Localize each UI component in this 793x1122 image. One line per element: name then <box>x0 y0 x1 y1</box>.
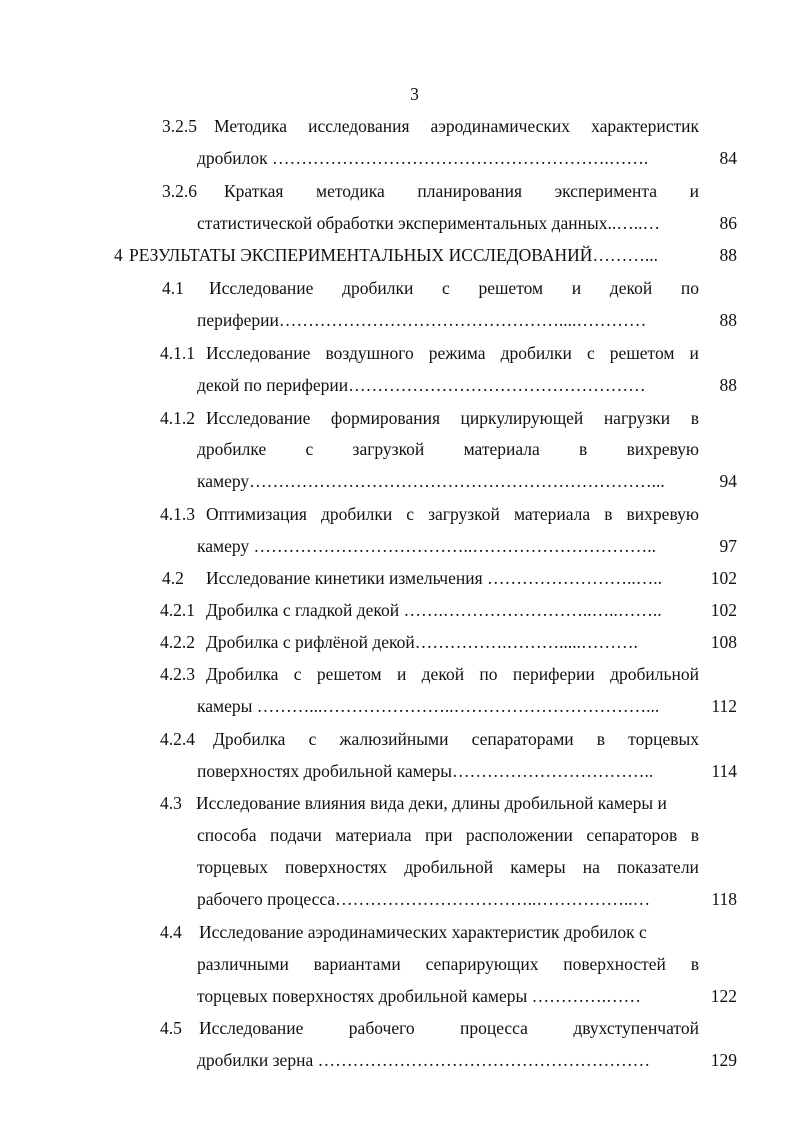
toc-entry-title: Исследование кинетики измельчения ……………………..….. <box>206 568 662 588</box>
toc-entry-title-cont: дробилок ………………………………………………….……. <box>197 148 649 168</box>
toc-entry-title: Исследование аэродинамических характеристик дробилок с <box>199 922 647 942</box>
toc-entry-title: Исследование воздушного режима дробилки с решетом и <box>206 343 699 363</box>
toc-entry-title-cont: камеры ………...…………………..……………………………... <box>197 696 660 716</box>
toc-entry-title: Исследование дробилки с решетом и декой по <box>209 278 699 298</box>
toc-entry-page: 102 <box>710 600 737 620</box>
toc-entry-page: 118 <box>711 889 737 909</box>
toc-entry-number: 4.1.3 <box>160 504 195 524</box>
toc-entry-title: Дробилка с гладкой декой …….……………………..…..…….. <box>206 600 662 620</box>
toc-entry-title: Дробилка с рифлёной декой…………….……….....………. <box>206 632 638 652</box>
toc-entry-title-cont: декой по периферии…………………………………………… <box>197 375 646 395</box>
toc-entry-title-cont: различными вариантами сепарирующих поверхностей в <box>197 954 699 974</box>
toc-entry-page: 129 <box>710 1050 737 1070</box>
toc-entry-number: 4.2.4 <box>160 729 195 749</box>
toc-entry-number: 4.2.2 <box>160 632 195 652</box>
toc-entry-page: 102 <box>710 568 737 588</box>
toc-entry-number: 4.2 <box>162 568 184 588</box>
toc-entry-title-cont: камеру……………………………………………………………... <box>197 471 665 491</box>
toc-entry-title-cont: камеру ………………………………..………………………….. <box>197 536 656 556</box>
toc-entry-page: 108 <box>710 632 737 652</box>
toc-entry-title-cont: поверхностях дробильной камеры…………………………….. <box>197 761 654 781</box>
toc-entry-title: РЕЗУЛЬТАТЫ ЭКСПЕРИМЕНТАЛЬНЫХ ИССЛЕДОВАНИЙ………... <box>129 245 658 265</box>
toc-entry-title: Дробилка с жалюзийными сепараторами в торцевых <box>213 729 699 749</box>
toc-entry-number: 4.5 <box>160 1018 182 1038</box>
toc-entry-number: 4.1 <box>162 278 184 298</box>
toc-entry-title-cont: периферии…………………………………………....………… <box>197 310 647 330</box>
toc-entry-number: 4 <box>114 245 123 265</box>
toc-entry-title-cont: дробилки зерна ………………………………………………… <box>197 1050 651 1070</box>
toc-entry-page: 86 <box>719 213 737 233</box>
toc-entry-page: 94 <box>719 471 737 491</box>
toc-entry-title-cont: торцевых поверхностях дробильной камеры на показатели <box>197 857 699 877</box>
toc-entry-title: Оптимизация дробилки с загрузкой материала в вихревую <box>206 504 699 524</box>
toc-entry-page: 88 <box>719 310 737 330</box>
toc-entry-title-cont: дробилке с загрузкой материала в вихревую <box>197 439 699 459</box>
toc-entry-number: 4.3 <box>160 793 182 813</box>
page-number: 3 <box>410 84 419 104</box>
toc-entry-title-cont: статистической обработки экспериментальных данных..…..… <box>197 213 661 233</box>
toc-entry-number: 4.1.1 <box>160 343 195 363</box>
toc-entry-page: 84 <box>719 148 737 168</box>
toc-entry-title: Исследование влияния вида деки, длины дробильной камеры и <box>196 793 667 813</box>
toc-entry-number: 4.1.2 <box>160 408 195 428</box>
toc-entry-number: 4.4 <box>160 922 182 942</box>
toc-entry-page: 112 <box>711 696 737 716</box>
toc-entry-page: 114 <box>711 761 737 781</box>
toc-entry-number: 4.2.1 <box>160 600 195 620</box>
toc-entry-page: 97 <box>719 536 737 556</box>
toc-entry-title-cont: торцевых поверхностях дробильной камеры ………….…… <box>197 986 641 1006</box>
toc-entry-page: 88 <box>719 375 737 395</box>
toc-entry-page: 88 <box>719 245 737 265</box>
toc-entry-title: Исследование формирования циркулирующей нагрузки в <box>206 408 699 428</box>
toc-entry-title-cont: рабочего процесса……………………………..……………..… <box>197 889 651 909</box>
toc-entry-number: 3.2.5 <box>162 116 197 136</box>
toc-entry-title: Краткая методика планирования эксперимента и <box>224 181 699 201</box>
toc-entry-title: Методика исследования аэродинамических характеристик <box>214 116 699 136</box>
toc-entry-number: 3.2.6 <box>162 181 197 201</box>
toc-entry-title-cont: способа подачи материала при расположении сепараторов в <box>197 825 699 845</box>
toc-entry-page: 122 <box>710 986 737 1006</box>
toc-entry-number: 4.2.3 <box>160 664 195 684</box>
toc-entry-title: Дробилка с решетом и декой по периферии дробильной <box>206 664 699 684</box>
toc-entry-title: Исследование рабочего процесса двухступенчатой <box>199 1018 699 1038</box>
